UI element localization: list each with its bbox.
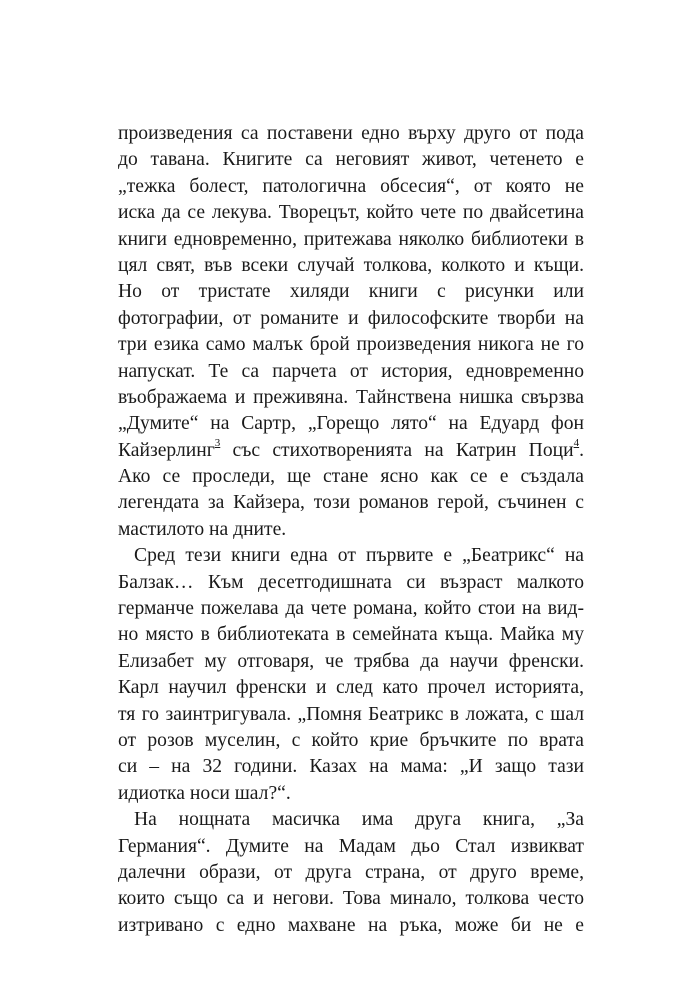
- text-line: произведения са поставени едно върху друго от пода: [118, 123, 584, 144]
- text-line: тя го заинтригувала. „Помня Беатрикс в ложата, с шал: [118, 703, 584, 725]
- text-line: На нощната масичка има друга книга, „За: [134, 809, 584, 831]
- text-line: мастилото на дните.: [118, 518, 287, 540]
- text-line: до тавана. Книгите са неговият живот, четенето е: [118, 149, 584, 171]
- text-line: иска да се лекува. Творецът, който чете по двайсетина: [118, 202, 584, 224]
- text-fragment: .: [579, 439, 584, 461]
- footnote-ref-3[interactable]: 3: [214, 437, 221, 450]
- text-line: книги едновременно, притежава няколко библиотеки в: [118, 228, 584, 250]
- text-line-with-footnotes: [118, 438, 584, 464]
- text-line: идиотка носи шал?“.: [118, 782, 291, 804]
- text-line: Но от тристате хиляди книги с рисунки или: [118, 281, 584, 303]
- text-fragment: със стихотворенията на Катрин Поци: [220, 439, 574, 461]
- text-line: Ако се проследи, ще стане ясно как се е създала: [118, 466, 584, 488]
- text-line: три езика само малък брой произведения никога не го: [118, 334, 584, 356]
- text-line: си – на 32 години. Казах на мама: „И защо тази: [118, 756, 584, 778]
- text-line: далечни образи, от друга страна, от друго време,: [118, 861, 584, 883]
- text-line: германче пожелава да чете романа, който стои на вид-: [118, 598, 584, 620]
- paragraph-3: [118, 807, 584, 939]
- text-line: Германия“. Думите на Мадам дьо Стал извикват: [118, 835, 584, 857]
- text-line: Сред тези книги една от първите е „Беатрикс“ на: [134, 545, 584, 567]
- text-line: легендата за Кайзера, този романов герой, съчинен с: [118, 492, 584, 514]
- page-body: [118, 121, 584, 939]
- text-line: „тежка болест, патологична обсесия“, от която не: [118, 175, 584, 197]
- text-line: Балзак… Към десетгодишната си възраст малкото: [118, 571, 584, 593]
- text-line: „Думите“ на Сартр, „Горещо лято“ на Едуард фон: [118, 413, 584, 435]
- text-line: Елизабет му отговаря, че трябва да научи френски.: [118, 650, 584, 672]
- text-line: напускат. Те са парчета от история, едновременно: [118, 360, 584, 382]
- text-line: но място в библиотеката в семейната къща. Майка му: [118, 624, 584, 646]
- text-fragment: Кайзерлинг: [118, 439, 215, 461]
- text-line: Карл научил френски и след като прочел историята,: [118, 677, 584, 699]
- text-line: изтривано с едно махване на ръка, може би не е: [118, 914, 584, 936]
- text-line: фотографии, от романите и философските творби на: [118, 307, 584, 329]
- paragraph-2: [118, 543, 584, 807]
- text-line: от розов муселин, с който крие бръчките по врата: [118, 729, 584, 751]
- footnote-ref-4[interactable]: 4: [573, 437, 580, 450]
- paragraph-1: [118, 121, 584, 543]
- text-line: въображаема и преживяна. Тайнствена нишка свързва: [118, 386, 584, 408]
- text-line: цял свят, във всеки случай толкова, колкото и къщи.: [118, 254, 584, 276]
- text-line: които също са и негови. Това минало, толкова често: [118, 888, 584, 910]
